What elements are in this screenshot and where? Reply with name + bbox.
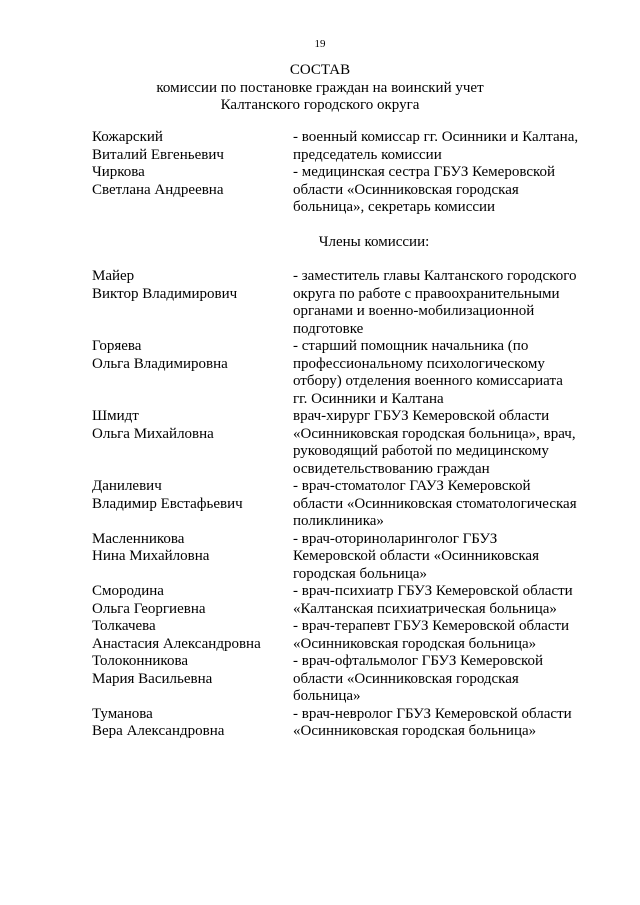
role-line: органами и военно-мобилизационной xyxy=(293,303,535,319)
given-names: Вера Александровна xyxy=(92,723,225,739)
role-line: освидетельствованию граждан xyxy=(293,460,490,477)
role-line: - врач-стоматолог ГАУЗ Кемеровской xyxy=(293,478,531,494)
members-heading: Члены комиссии: xyxy=(318,233,430,250)
member-role xyxy=(293,129,589,164)
roster-entry-member xyxy=(92,618,592,653)
given-names: Ольга Георгиевна xyxy=(92,600,206,617)
roster-entry-member xyxy=(92,408,592,478)
role-line: - врач-невролог ГБУЗ Кемеровской области xyxy=(293,705,572,722)
member-role xyxy=(293,268,589,338)
member-role xyxy=(293,706,589,741)
title-line-3: Калтанского городского округа xyxy=(220,97,420,113)
role-line: поликлиника» xyxy=(293,513,384,529)
role-line: - старший помощник начальника (по xyxy=(293,338,529,354)
surname: Шмидт xyxy=(92,408,139,424)
member-name xyxy=(92,338,293,373)
roster-entry-member xyxy=(92,478,592,531)
role-line: - военный комиссар гг. Осинники и Калтана, xyxy=(293,129,579,145)
surname: Толоконникова xyxy=(92,653,188,669)
role-line: председатель комиссии xyxy=(293,146,442,163)
surname: Данилевич xyxy=(92,478,162,494)
surname: Горяева xyxy=(92,338,142,354)
role-line: «Осинниковская городская больница», врач, xyxy=(293,425,576,442)
surname: Кожарский xyxy=(92,129,163,145)
title-line-1: СОСТАВ xyxy=(289,62,351,78)
member-name xyxy=(92,618,293,653)
member-role xyxy=(293,164,589,217)
role-line: отбору) отделения военного комиссариата xyxy=(293,373,563,389)
role-line: гг. Осинники и Калтана xyxy=(293,390,444,407)
surname: Туманова xyxy=(92,705,153,722)
roster-entry-member xyxy=(92,268,592,338)
member-name xyxy=(92,408,293,443)
commission-roster xyxy=(92,129,592,741)
roster-entry-member xyxy=(92,706,592,741)
member-role xyxy=(293,653,589,706)
member-name xyxy=(92,129,293,164)
role-line: области «Осинниковская городская xyxy=(293,181,519,198)
given-names: Владимир Евстафьевич xyxy=(92,495,243,512)
page-number: 19 xyxy=(314,38,326,50)
surname: Чиркова xyxy=(92,164,145,180)
role-line: - врач-психиатр ГБУЗ Кемеровской области xyxy=(293,583,573,599)
role-line: врач-хирург ГБУЗ Кемеровской области xyxy=(293,408,550,424)
roster-entry-member xyxy=(92,338,592,408)
role-line: - заместитель главы Калтанского городского xyxy=(293,268,577,284)
given-names: Ольга Михайловна xyxy=(92,425,214,442)
role-line: руководящий работой по медицинскому xyxy=(293,443,549,459)
member-name xyxy=(92,531,293,566)
member-name xyxy=(92,478,293,513)
given-names: Анастасия Александровна xyxy=(92,635,261,652)
role-line: - врач-офтальмолог ГБУЗ Кемеровской xyxy=(293,653,544,669)
role-line: - врач-оториноларинголог ГБУЗ xyxy=(293,530,498,547)
role-line: подготовке xyxy=(293,320,364,337)
member-name xyxy=(92,164,293,199)
member-name xyxy=(92,653,293,688)
title-line-2: комиссии по постановке граждан на воинский учет xyxy=(156,79,484,96)
role-line: больница» xyxy=(293,688,361,704)
role-line: «Калтанская психиатрическая больница» xyxy=(293,600,557,617)
member-name xyxy=(92,268,293,303)
given-names: Нина Михайловна xyxy=(92,548,210,564)
role-line: «Осинниковская городская больница» xyxy=(293,635,537,652)
role-line: области «Осинниковская городская xyxy=(293,670,519,687)
given-names: Виталий Евгеньевич xyxy=(92,146,224,163)
role-line: - медицинская сестра ГБУЗ Кемеровской xyxy=(293,164,556,180)
given-names: Виктор Владимирович xyxy=(92,285,238,302)
member-role xyxy=(293,338,589,408)
member-role xyxy=(293,408,589,478)
role-line: больница», секретарь комиссии xyxy=(293,199,496,215)
document-title xyxy=(0,62,640,115)
member-role xyxy=(293,618,589,653)
surname: Масленникова xyxy=(92,530,185,547)
role-line: округа по работе с правоохранительными xyxy=(293,285,560,302)
member-role xyxy=(293,531,589,584)
role-line: области «Осинниковская стоматологическая xyxy=(293,495,577,512)
roster-entry-chairman xyxy=(92,129,592,164)
member-role xyxy=(293,478,589,531)
member-name xyxy=(92,706,293,741)
roster-entry-member xyxy=(92,531,592,584)
member-name xyxy=(92,583,293,618)
role-line: городская больница» xyxy=(293,565,428,582)
roster-entry-member xyxy=(92,653,592,706)
given-names: Мария Васильевна xyxy=(92,670,213,687)
role-line: «Осинниковская городская больница» xyxy=(293,723,537,739)
surname: Толкачева xyxy=(92,618,156,634)
roster-entry-member xyxy=(92,583,592,618)
role-line: профессиональному психологическому xyxy=(293,355,545,372)
given-names: Светлана Андреевна xyxy=(92,181,224,198)
role-line: Кемеровской области «Осинниковская xyxy=(293,548,539,564)
role-line: - врач-терапевт ГБУЗ Кемеровской области xyxy=(293,618,570,634)
given-names: Ольга Владимировна xyxy=(92,355,228,372)
member-role xyxy=(293,583,589,618)
surname: Смородина xyxy=(92,583,164,599)
surname: Майер xyxy=(92,268,135,284)
roster-entry-secretary xyxy=(92,164,592,217)
